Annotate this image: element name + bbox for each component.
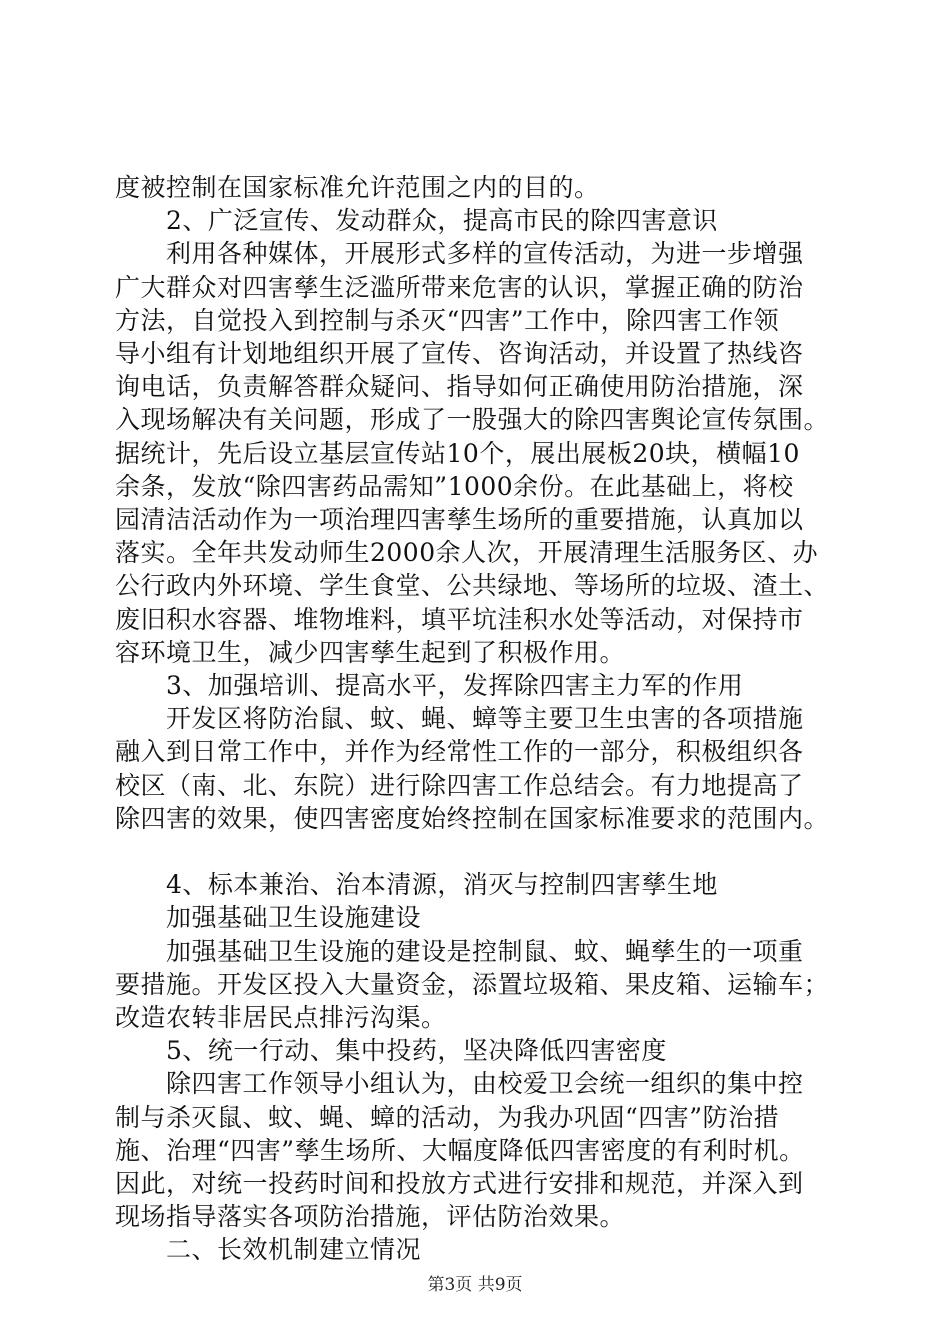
paragraph-line: 现场指导落实各项防治措施，评估防治效果。 [115,1202,626,1231]
paragraph-line: 余条，发放“除四害药品需知”1000余份。在此基础上，将校 [115,472,794,501]
section-heading: 二、长效机制建立情况 [115,1235,422,1264]
paragraph-line: 改造农转非居民点排污沟渠。 [115,1003,447,1032]
section-heading: 3、加强培训、提高水平，发挥除四害主力军的作用 [115,671,744,700]
paragraph-line: 除四害工作领导小组认为，由校爱卫会统一组织的集中控 [115,1069,804,1098]
paragraph-line: 询电话，负责解答群众疑问、指导如何正确使用防治措施，深 [115,372,804,401]
paragraph-line: 融入到日常工作中，并作为经常性工作的一部分，积极组织各 [115,737,804,766]
paragraph-line: 园清洁活动作为一项治理四害孳生场所的重要措施，认真加以 [115,505,804,534]
paragraph-line: 制与杀灭鼠、蚊、蝇、蟑的活动，为我办巩固“四害”防治措 [115,1103,780,1132]
paragraph-line: 容环境卫生，减少四害孳生起到了积极作用。 [115,638,626,667]
paragraph-line: 公行政内外环境、学生食堂、公共绿地、等场所的垃圾、渣土、 [115,571,830,600]
section-heading: 4、标本兼治、治本清源，消灭与控制四害孳生地 [115,870,718,899]
subheading: 加强基础卫生设施建设 [115,903,422,932]
section-heading: 5、统一行动、集中投药，坚决降低四害密度 [115,1036,667,1065]
paragraph-line: 方法，自觉投入到控制与杀灭“四害”工作中，除四害工作领 [115,306,780,335]
paragraph-line: 导小组有计划地组织开展了宣传、咨询活动，并设置了热线咨 [115,339,804,368]
paragraph-line: 入现场解决有关问题，形成了一股强大的除四害舆论宣传氛围。 [115,405,830,434]
paragraph-line: 开发区将防治鼠、蚊、蝇、蟑等主要卫生虫害的各项措施 [115,704,804,733]
paragraph-line: 校区（南、北、东院）进行除四害工作总结会。有力地提高了 [115,771,804,800]
paragraph-line: 因此，对统一投药时间和投放方式进行安排和规范，并深入到 [115,1169,804,1198]
paragraph-line: 加强基础卫生设施的建设是控制鼠、蚊、蝇孳生的一项重 [115,937,804,966]
paragraph-line: 广大群众对四害孳生泛滥所带来危害的认识，掌握正确的防治 [115,273,804,302]
paragraph-line: 利用各种媒体，开展形式多样的宣传活动，为进一步增强 [115,239,804,268]
paragraph-line: 度被控制在国家标准允许范围之内的目的。 [115,173,600,202]
paragraph-line: 落实。全年共发动师生2000余人次，开展清理生活服务区、办 [115,538,819,567]
paragraph-line: 据统计，先后设立基层宣传站10个，展出展板20块，横幅10 [115,439,800,468]
paragraph-line: 要措施。开发区投入大量资金，添置垃圾箱、果皮箱、运输车； [115,970,830,999]
paragraph-line: 除四害的效果，使四害密度始终控制在国家标准要求的范围内。 [115,804,830,833]
section-heading: 2、广泛宣传、发动群众，提高市民的除四害意识 [115,206,718,235]
page-footer: 第3页 共9页 [427,1275,523,1295]
paragraph-line: 施、治理“四害”孳生场所、大幅度降低四害密度的有利时机。 [115,1136,805,1165]
paragraph-line: 废旧积水容器、堆物堆料，填平坑洼积水处等活动，对保持市 [115,605,804,634]
